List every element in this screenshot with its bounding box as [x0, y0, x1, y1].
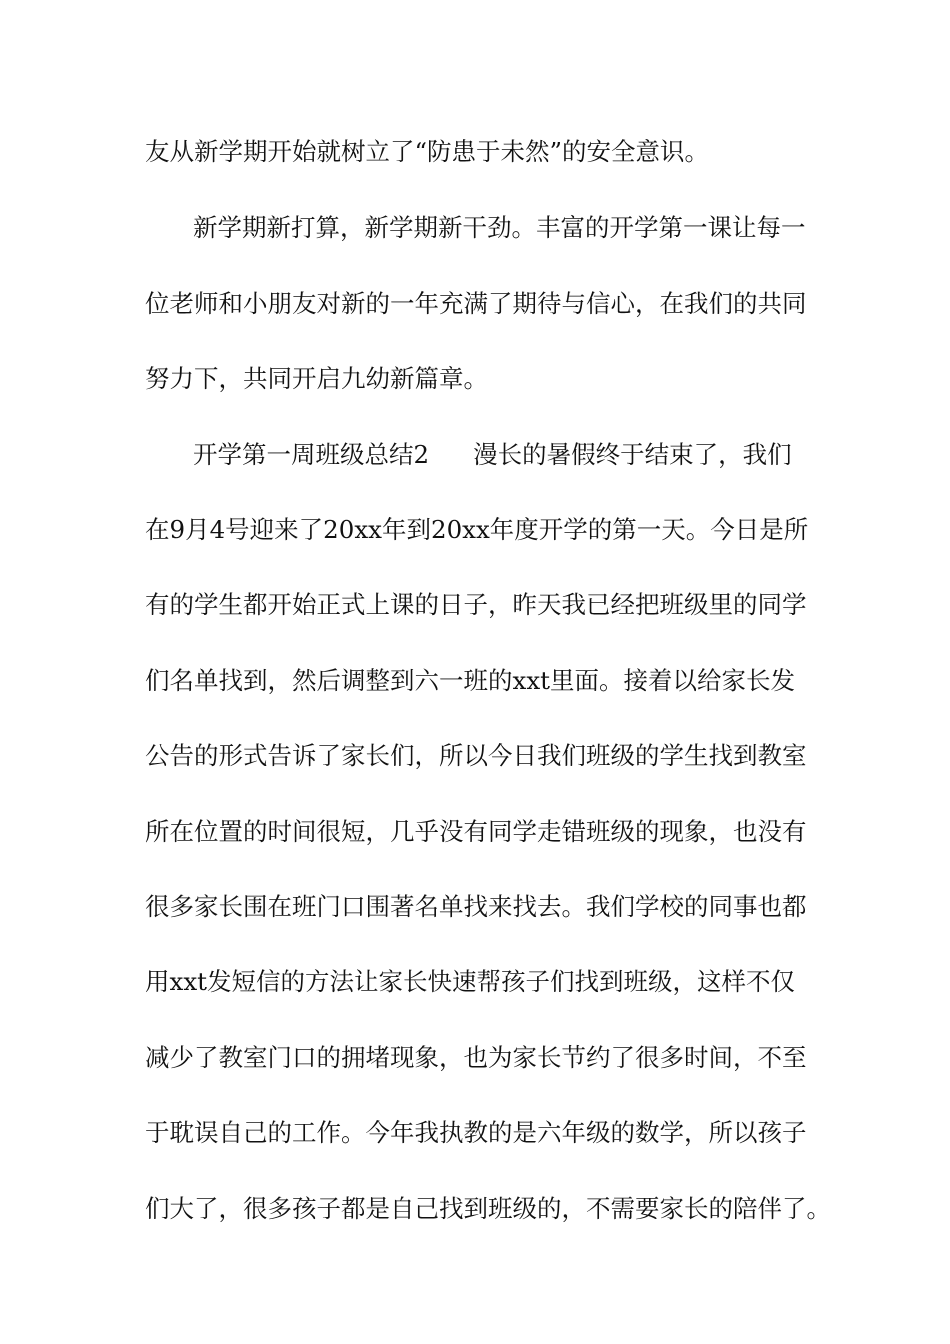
text-line-14: 于耽误自己的工作。今年我执教的是六年级的数学，所以孩子 [145, 1118, 807, 1147]
text-line-15: 们大了，很多孩子都是自己找到班级的，不需要家长的陪伴了。 [145, 1194, 831, 1223]
text-line-1: 友从新学期开始就树立了“防患于未然”的安全意识。 [145, 137, 710, 166]
text-line-10: 所在位置的时间很短，几乎没有同学走错班级的现象，也没有 [145, 817, 807, 846]
text-line-5 [193, 435, 863, 475]
paragraph-start: 漫长的暑假终于结束了，我们 [473, 440, 792, 469]
text-line-4: 努力下，共同开启九幼新篇章。 [145, 364, 488, 393]
text-line-3: 位老师和小朋友对新的一年充满了期待与信心，在我们的共同 [145, 289, 807, 318]
text-line-9: 公告的形式告诉了家长们，所以今日我们班级的学生找到教室 [145, 741, 807, 770]
text-line-8: 们名单找到，然后调整到六一班的xxt里面。接着以给家长发 [145, 666, 795, 695]
text-line-13: 减少了教室门口的拥堵现象，也为家长节约了很多时间，不至 [145, 1043, 807, 1072]
section-heading: 开学第一周班级总结2 [193, 440, 430, 469]
text-line-12: 用xxt发短信的方法让家长快速帮孩子们找到班级，这样不仅 [145, 967, 795, 996]
text-line-2: 新学期新打算，新学期新干劲。丰富的开学第一课让每一 [193, 213, 806, 242]
text-line-11: 很多家长围在班门口围著名单找来找去。我们学校的同事也都 [145, 892, 807, 921]
text-line-6: 在9月4号迎来了20xx年到20xx年度开学的第一天。今日是所 [145, 515, 809, 544]
text-line-7: 有的学生都开始正式上课的日子，昨天我已经把班级里的同学 [145, 590, 807, 619]
